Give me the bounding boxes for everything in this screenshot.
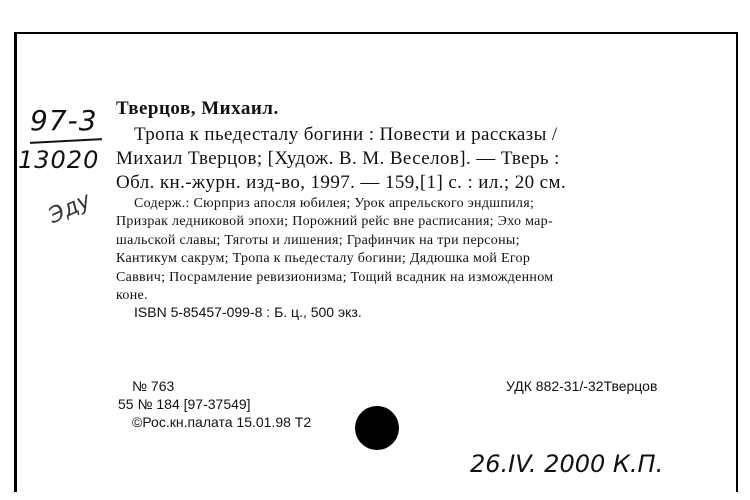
handwritten-date-signature: 26.IV. 2000 К.П.	[470, 450, 664, 478]
card-border-top	[14, 32, 736, 34]
handwritten-scribble: Эду	[44, 187, 95, 230]
contents-line-4: Кантикум сакрум; Тропа к пьедесталу богини; Дядюшка мой Егор	[116, 251, 531, 266]
udk-code: УДК 882-31/-32Тверцов	[506, 378, 658, 394]
title-line-1: Тропа к пьедесталу богини : Повести и рассказы /	[134, 124, 558, 145]
call-number-line1: 97-3	[30, 104, 98, 137]
contents-line-3: шальской славы; Тяготы и лишения; Графинчик на три персоны;	[116, 233, 520, 248]
call-number-underline	[30, 138, 102, 144]
isbn-line: ISBN 5-85457-099-8 : Б. ц., 500 экз.	[134, 304, 362, 320]
contents-line-5: Саввич; Посрамление ревизионизма; Тощий всадник на изможденном	[116, 270, 554, 285]
title-line-2: Михаил Тверцов; [Худож. В. М. Веселов]. — Тверь :	[116, 148, 560, 169]
author-heading: Тверцов, Михаил.	[116, 98, 279, 119]
contents-line-1: Содерж.: Сюрприз апосля юбилея; Урок апрельского эндшпиля;	[134, 196, 535, 211]
footer-line2: 55 № 184 [97-37549]	[118, 396, 251, 412]
card-border-right	[736, 32, 738, 492]
footer-book-chamber: ©Рос.кн.палата 15.01.98 Т2	[132, 414, 312, 430]
call-number-line2: 13020	[18, 146, 100, 174]
punch-hole	[355, 406, 399, 450]
footer-number: № 763	[132, 378, 175, 394]
contents-line-6: коне.	[116, 288, 148, 303]
contents-line-2: Призрак ледниковой эпохи; Порожний рейс вне расписания; Эхо мар-	[116, 214, 553, 229]
title-line-3: Обл. кн.-журн. изд-во, 1997. — 159,[1] с. : ил.; 20 см.	[116, 172, 567, 193]
card-border-left	[14, 32, 17, 492]
